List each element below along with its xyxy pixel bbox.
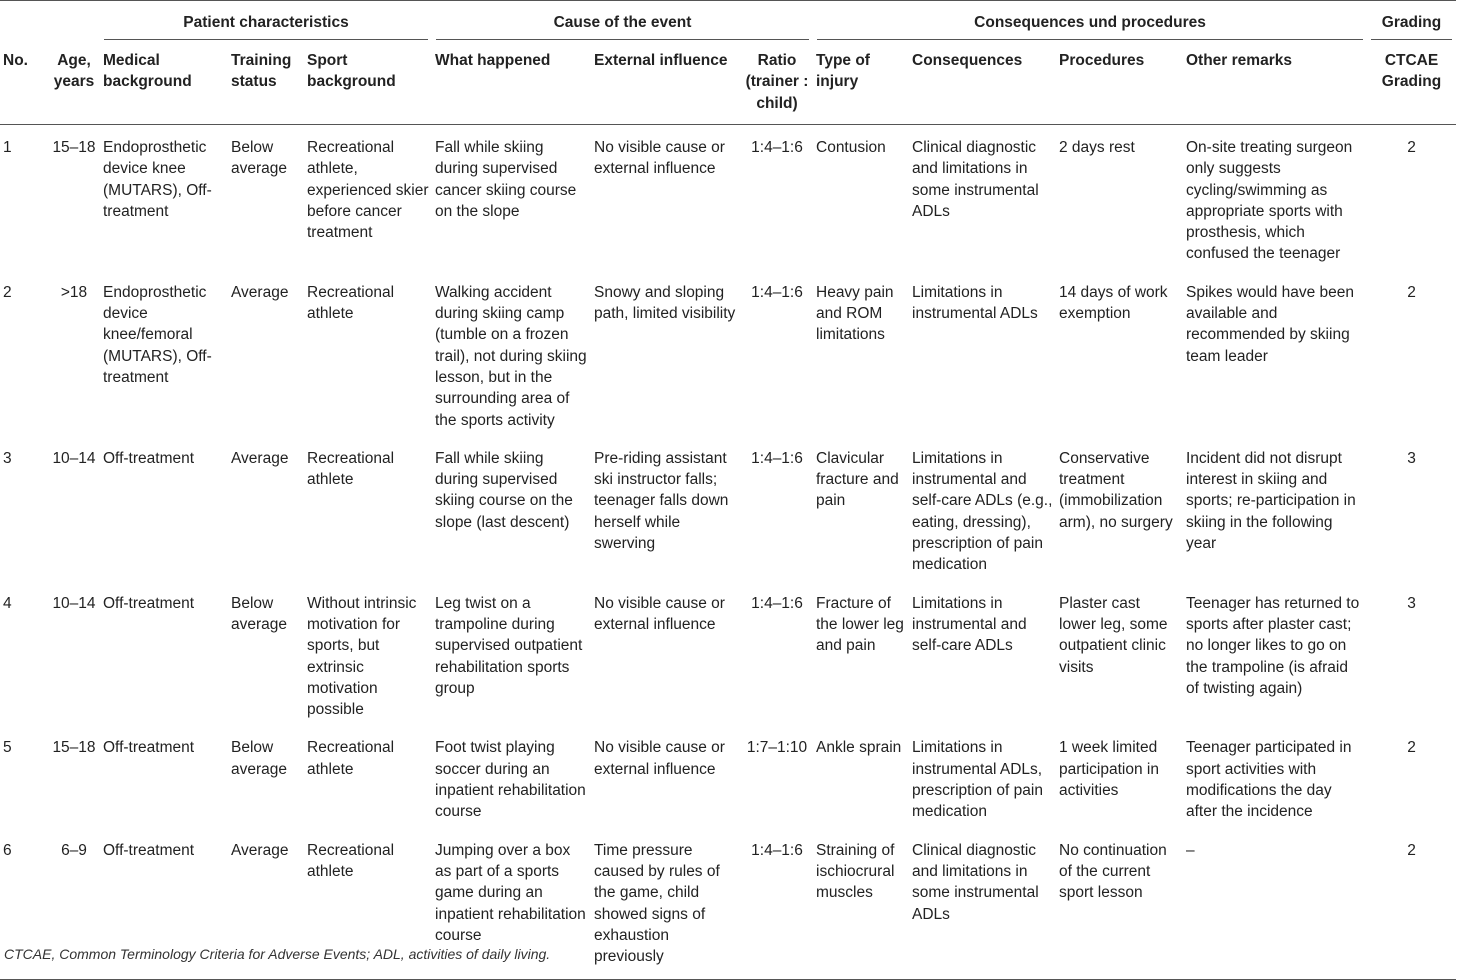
cell-sport-background: Recreational athlete (307, 449, 395, 489)
group-consequences-procedures: Consequences und procedures (813, 1, 1367, 41)
cell-sport-background: Recreational athlete (307, 841, 395, 880)
cell-age: 10–14 (52, 594, 96, 612)
cell-no: 3 (3, 449, 12, 467)
table-row (0, 724, 1456, 826)
col-type-of-injury: Type of injury (816, 52, 870, 91)
cell-age: 15–18 (52, 739, 96, 757)
cell-other-remarks: Spikes would have been available and recommended by skiing team leader (1186, 283, 1355, 365)
col-training-status: Training status (231, 52, 292, 91)
col-age: Age, years (53, 52, 95, 91)
cell-ratio: 1:4–1:6 (751, 139, 803, 156)
cell-other-remarks: Teenager has returned to sports after plaster cast; no longer likes to go on the trampoline (is afraid of twisting again) (1186, 594, 1360, 697)
cell-ctcae-grading: 2 (1407, 841, 1416, 859)
cell-training-status: Average (231, 283, 289, 301)
cell-age: 15–18 (52, 139, 96, 156)
cell-external-influence: No visible cause or external influence (594, 139, 725, 178)
cell-consequences: Limitations in instrumental and self-care ADLs (912, 594, 1027, 655)
cell-medical-background: Endoprosthetic device knee (MUTARS), Off-treatment (103, 139, 212, 220)
cell-ratio: 1:4–1:6 (751, 594, 803, 612)
cell-ratio: 1:4–1:6 (751, 841, 803, 859)
cell-what-happened: Foot twist playing soccer during an inpatient rehabilitation course (435, 739, 586, 821)
cell-external-influence: Time pressure caused by rules of the game, child showed signs of exhaustion previously (594, 841, 720, 966)
cell-ctcae-grading: 2 (1407, 739, 1416, 757)
cell-type-of-injury: Ankle sprain (816, 739, 902, 757)
col-no: No. (3, 52, 28, 69)
cell-other-remarks: – (1186, 841, 1195, 859)
cell-what-happened: Jumping over a box as part of a sports game during an inpatient rehabilitation course (435, 841, 586, 944)
table-row (0, 125, 1456, 269)
table-footnote: CTCAE, Common Terminology Criteria for Adverse Events; ADL, activities of daily living. (4, 946, 551, 962)
group-patient-characteristics: Patient characteristics (100, 1, 432, 41)
cell-medical-background: Endoprosthetic device knee/femoral (MUTARS), Off-treatment (103, 283, 212, 386)
cell-external-influence: No visible cause or external influence (594, 594, 725, 633)
cell-age: 6–9 (61, 841, 87, 859)
cell-other-remarks: Teenager participated in sport activities with modifications the day after the incidence (1186, 739, 1352, 821)
cell-ratio: 1:4–1:6 (751, 449, 803, 467)
cell-ctcae-grading: 3 (1407, 594, 1416, 612)
cell-procedures: 14 days of work exemption (1059, 283, 1168, 323)
col-external-influence: External influence (594, 52, 728, 69)
table-row (0, 580, 1456, 725)
col-consequences: Consequences (912, 52, 1023, 69)
cell-consequences: Limitations in instrumental ADLs (912, 283, 1038, 323)
table-row (0, 435, 1456, 580)
cell-type-of-injury: Fracture of the lower leg and pain (816, 594, 904, 655)
col-procedures: Procedures (1059, 52, 1145, 69)
cell-sport-background: Recreational athlete, experienced skier before cancer treatment (307, 139, 429, 242)
header-column-row (0, 40, 1456, 125)
cell-type-of-injury: Straining of ischiocrural muscles (816, 841, 895, 902)
cell-what-happened: Fall while skiing during supervised cancer skiing course on the slope (435, 139, 577, 220)
cell-type-of-injury: Heavy pain and ROM limitations (816, 283, 894, 344)
cell-procedures: Plaster cast lower leg, some outpatient clinic visits (1059, 594, 1168, 676)
cell-other-remarks: Incident did not disrupt interest in skiing and sports; re-participation in skiing in the following year (1186, 449, 1356, 553)
cell-no: 1 (3, 139, 12, 156)
cell-other-remarks: On-site treating surgeon only suggests cycling/swimming as appropriate sports with prosthesis, which confused the teenager (1186, 139, 1353, 263)
cell-training-status: Below average (231, 139, 288, 178)
table-row (0, 269, 1456, 435)
cell-training-status: Average (231, 449, 289, 467)
cell-training-status: Below average (231, 739, 288, 778)
cell-no: 4 (3, 594, 12, 612)
cell-what-happened: Walking accident during skiing camp (tumble on a frozen trail), not during skiing lesson, but in the surrounding area of the sports activity (435, 283, 587, 429)
cell-medical-background: Off-treatment (103, 449, 195, 467)
cell-medical-background: Off-treatment (103, 594, 195, 612)
cell-sport-background: Recreational athlete (307, 283, 395, 323)
cell-no: 6 (3, 841, 12, 859)
cell-consequences: Clinical diagnostic and limitations in some instrumental ADLs (912, 841, 1039, 923)
cell-ratio: 1:4–1:6 (751, 283, 803, 301)
cell-ctcae-grading: 2 (1407, 283, 1416, 301)
col-other-remarks: Other remarks (1186, 52, 1292, 69)
col-sport-background: Sport background (307, 52, 396, 91)
cell-training-status: Average (231, 841, 289, 859)
cell-ctcae-grading: 2 (1407, 139, 1416, 156)
col-medical-background: Medical background (103, 52, 192, 91)
cell-external-influence: Snowy and sloping path, limited visibility (594, 283, 736, 323)
group-grading: Grading (1367, 1, 1456, 41)
group-cause-of-event: Cause of the event (432, 1, 813, 41)
cell-procedures: 1 week limited participation in activities (1059, 739, 1159, 800)
cell-no: 5 (3, 739, 12, 757)
col-ctcae-grading: CTCAE Grading (1381, 52, 1442, 91)
cell-consequences: Limitations in instrumental and self-care ADLs (e.g., eating, dressing), prescription of pain medication (912, 449, 1053, 574)
cell-ctcae-grading: 3 (1407, 449, 1416, 467)
cell-ratio: 1:7–1:10 (746, 739, 808, 757)
col-what-happened: What happened (435, 52, 551, 69)
cell-type-of-injury: Clavicular fracture and pain (816, 449, 899, 510)
col-ratio: Ratio (trainer : child) (745, 52, 809, 112)
cell-procedures: No continuation of the current sport lesson (1059, 841, 1167, 902)
cell-procedures: Conservative treatment (immobilization arm), no surgery (1059, 449, 1173, 531)
cell-age: >18 (60, 283, 88, 301)
cell-what-happened: Leg twist on a trampoline during supervised outpatient rehabilitation sports group (435, 594, 583, 697)
cell-sport-background: Without intrinsic motivation for sports, but extrinsic motivation possible (307, 594, 417, 719)
cell-external-influence: No visible cause or external influence (594, 739, 725, 778)
cell-no: 2 (3, 283, 12, 301)
cell-training-status: Below average (231, 594, 288, 633)
cell-medical-background: Off-treatment (103, 739, 195, 757)
cell-type-of-injury: Contusion (816, 139, 886, 156)
cell-sport-background: Recreational athlete (307, 739, 395, 778)
cell-procedures: 2 days rest (1059, 139, 1135, 156)
cell-what-happened: Fall while skiing during supervised skiing course on the slope (last descent) (435, 449, 573, 531)
cell-medical-background: Off-treatment (103, 841, 195, 859)
cell-age: 10–14 (52, 449, 96, 467)
cell-external-influence: Pre-riding assistant ski instructor falls; teenager falls down herself while swerving (594, 449, 729, 553)
cell-consequences: Clinical diagnostic and limitations in some instrumental ADLs (912, 139, 1039, 220)
cell-consequences: Limitations in instrumental ADLs, prescription of pain medication (912, 739, 1043, 821)
header-group-row (0, 1, 1456, 41)
